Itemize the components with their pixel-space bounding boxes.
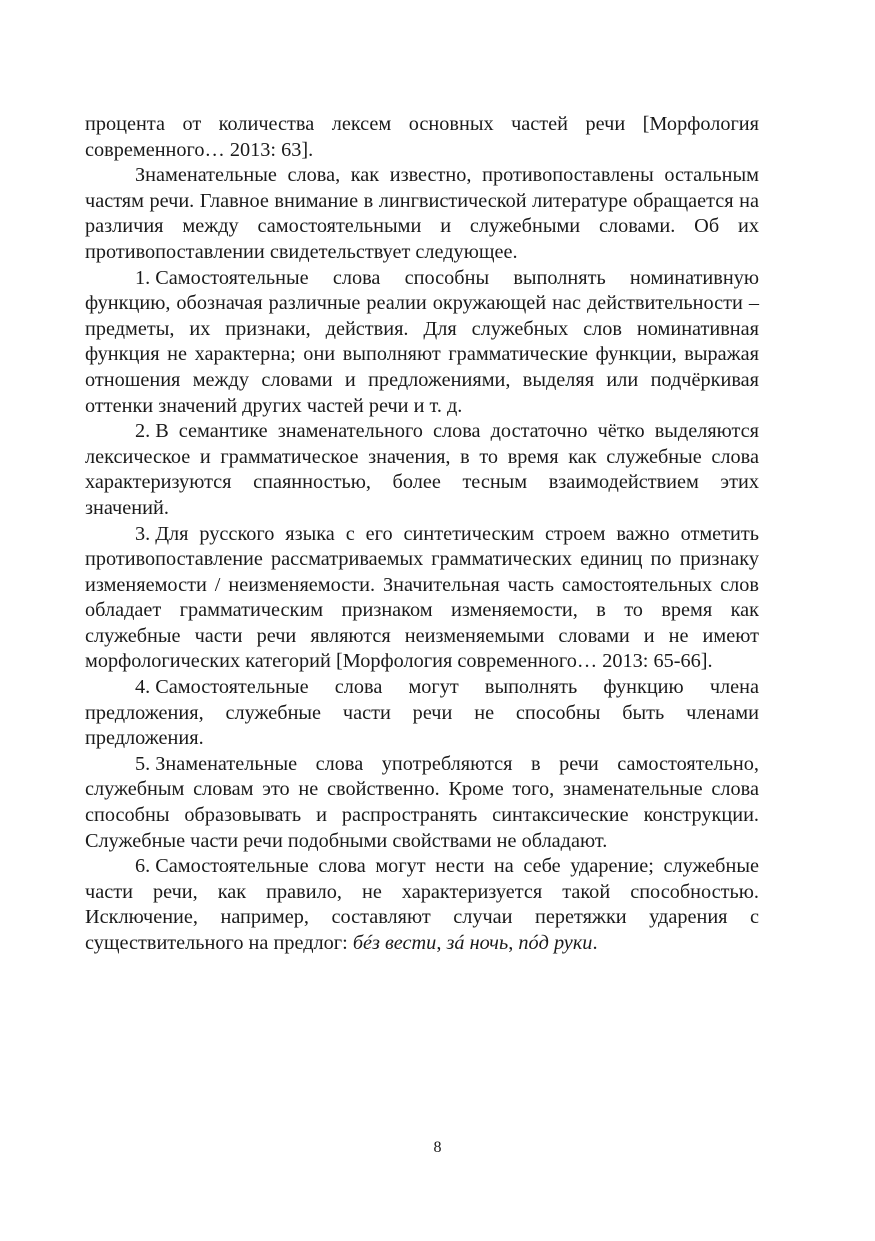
stress-example: зá ночь [446,932,509,954]
paragraph-intro: Знаменательные слова, как известно, противопоставлены остальным частям речи. Главное внимание в лингвистической литературе обращается на различия между самостоятельными и служебными словами. Об их противопоставлении свидетельствует следующее. [85,164,759,263]
list-item-text: Для русского языка с его синтетическим строем важно отметить противопоставление рассматриваемых грамматических единиц по признаку изменяемости / неизменяемости. Значительная часть самостоятельных слов обладает грамматическим признаком изменяемости, в то время как служебные части речи являются неизменяемыми словами и не имеют морфологических категорий [Морфология современного… 2013: 65-66]. [85,522,759,673]
list-item-number: 5. [135,752,151,775]
list-item-number: 6. [135,855,151,878]
paragraph-continuation: процента от количества лексем основных частей речи [Морфология современного… 2013: 63]. [85,113,759,161]
list-item [85,752,759,854]
list-item-text: Знаменательные слова употребляются в речи самостоятельно, служебным словам это не свойственно. Кроме того, знаменательные слова способны образовывать и распространять синтаксические конструкции. Служебные части речи подобными свойствами не обладают. [85,752,759,852]
stress-example: пóд руки [518,932,593,954]
list-item-number: 1. [135,266,151,289]
example-separator: , [508,932,519,954]
list-item-text: В семантике знаменательного слова достаточно чётко выделяются лексическое и грамматическое значения, в то время как служебные слова характеризуются спаянностью, более тесным взаимодействием этих значений. [85,420,759,519]
list-item [85,522,759,676]
list-item-text: Самостоятельные слова способны выполнять номинативную функцию, обозначая различные реалии окружающей нас действительности – предметы, их признаки, действия. Для служебных слов номинативная функция не характерна; они выполняют грамматические функции, выражая отношения между словами и предложениями, выделяя или подчёркивая оттенки значений других частей речи и т. д. [85,266,759,417]
list-item-text: Самостоятельные слова могут выполнять функцию члена предложения, служебные части речи не способны быть членами предложения. [85,676,759,750]
page-number: 8 [433,1139,442,1156]
sentence-end: . [592,932,598,954]
list-item [85,675,759,752]
list-item [85,854,759,956]
document-page [85,112,759,957]
list-item-text: Самостоятельные слова могут нести на себе ударение; служебные части речи, как правило, не характеризуется такой способностью. Исключение, например, составляют случаи перетяжки ударения с существительного на предлог: [85,855,759,954]
stress-example: бéз вести [352,932,437,954]
list-item-number: 4. [135,676,151,699]
list-item-number: 3. [135,522,151,545]
example-separator: , [436,932,447,954]
list-item [85,266,759,420]
list-item [85,419,759,521]
list-item-number: 2. [135,420,151,443]
